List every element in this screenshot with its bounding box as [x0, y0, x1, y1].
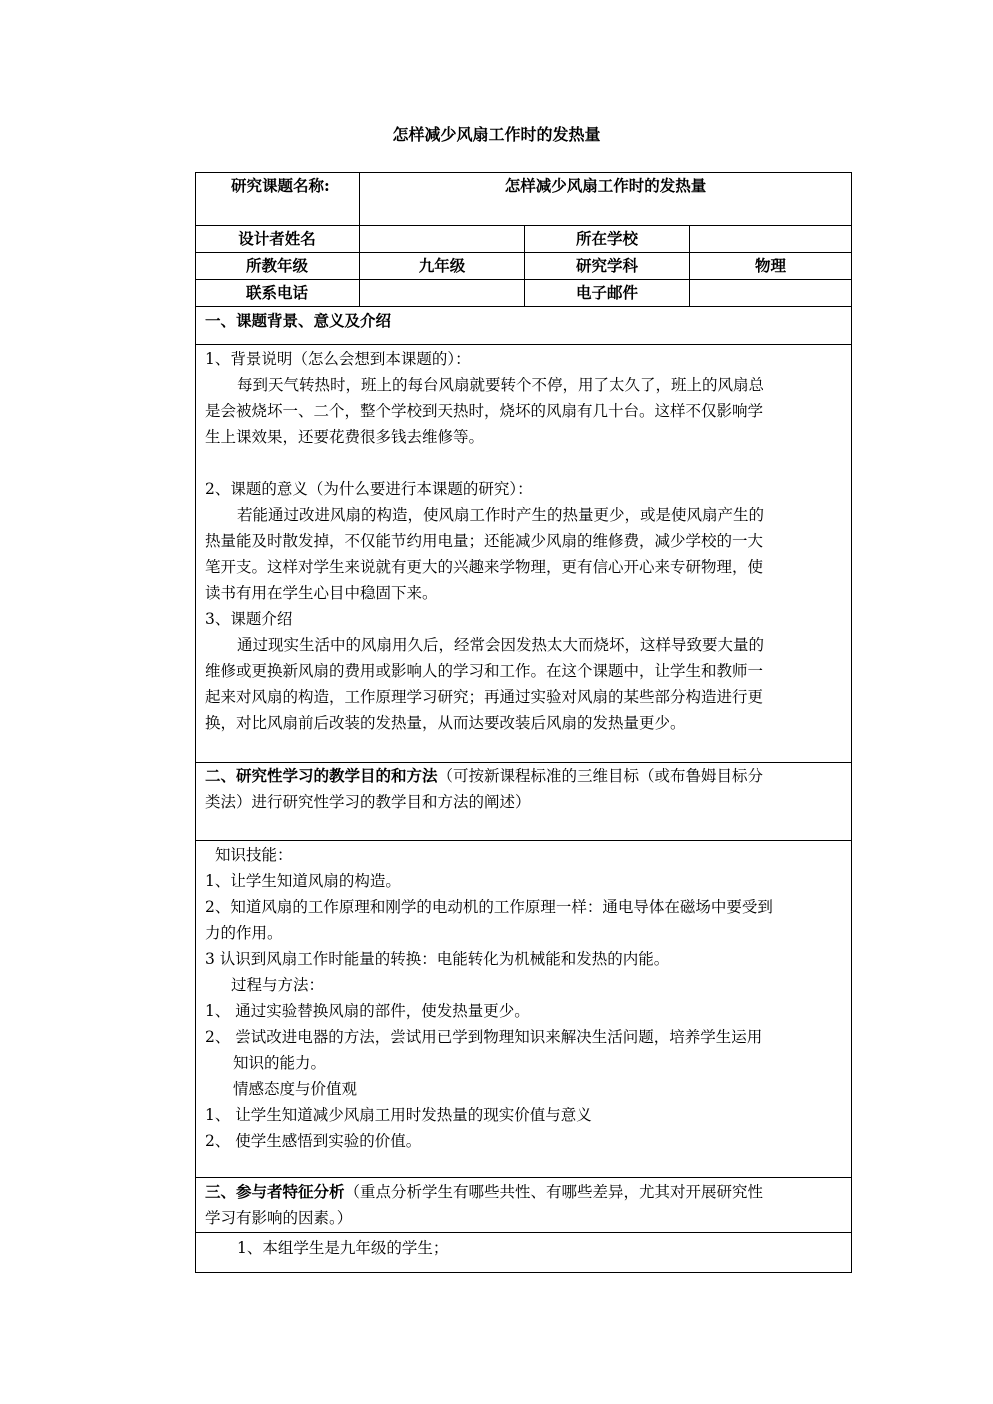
section3-body [205, 1235, 845, 1261]
section1-line: 每到天气转热时，班上的每台风扇就要转个不停，用了太久了，班上的风扇总 [237, 376, 765, 394]
section2-line: 2、 使学生感悟到实验的价值。 [205, 1132, 422, 1150]
section1-line: 通过现实生活中的风扇用久后，经常会因发热太大而烧坏，这样导致要大量的 [237, 636, 765, 654]
section2-line: 知识的能力。 [233, 1054, 327, 1072]
section2-line: 1、 让学生知道减少风扇工用时发热量的现实价值与意义 [205, 1106, 592, 1124]
school-label: 所在学校 [575, 229, 638, 248]
section2-line: 知识技能： [215, 846, 293, 864]
document-title: 怎样减少风扇工作时的发热量 [392, 125, 601, 144]
section1-line: 笔开支。这样对学生来说就有更大的兴趣来学物理，更有信心开心来专研物理，使 [205, 558, 764, 576]
section2-line: 2、知道风扇的工作原理和刚学的电动机的工作原理一样：通电导体在磁场中要受到 [205, 898, 773, 916]
section1-line: 热量能及时散发掉，不仅能节约用电量；还能减少风扇的维修费，减少学校的一大 [205, 532, 764, 550]
section1-line: 2、课题的意义（为什么要进行本课题的研究）： [205, 480, 533, 498]
section1-line: 生上课效果，还要花费很多钱去维修等。 [205, 428, 485, 446]
phone-label: 联系电话 [245, 283, 308, 302]
subject-label: 研究学科 [575, 256, 638, 275]
designer-label: 设计者姓名 [238, 229, 316, 248]
section1-body [205, 346, 845, 736]
section3-heading [205, 1179, 845, 1231]
topic-label: 研究课题名称: [231, 176, 330, 195]
section1-line: 维修或更换新风扇的费用或影响人的学习和工作。在这个课题中，让学生和教师一 [205, 662, 764, 680]
section2-line: 1、让学生知道风扇的构造。 [205, 872, 401, 890]
grade-value: 九年级 [418, 256, 466, 275]
section1-line: 3、课题介绍 [205, 610, 293, 628]
section3-line: 1、本组学生是九年级的学生； [237, 1239, 449, 1257]
section1-line: 读书有用在学生心目中稳固下来。 [205, 584, 438, 602]
topic-value: 怎样减少风扇工作时的发热量 [504, 176, 707, 195]
section2-heading-note: （可按新课程标准的三维目标（或布鲁姆目标分 [437, 767, 764, 785]
section2-line: 过程与方法： [231, 976, 325, 994]
section2-line: 3 认识到风扇工作时能量的转换：电能转化为机械能和发热的内能。 [205, 950, 670, 968]
section1-line: 是会被烧坏一、二个，整个学校到天热时，烧坏的风扇有几十台。这样不仅影响学 [205, 402, 764, 420]
section1-line [205, 450, 845, 476]
section2-heading [205, 763, 845, 815]
section1-line: 1、背景说明（怎么会想到本课题的）： [205, 350, 471, 368]
section2-line: 2、 尝试改进电器的方法，尝试用已学到物理知识来解决生活问题，培养学生运用 [205, 1028, 763, 1046]
section1-line: 若能通过改进风扇的构造，使风扇工作时产生的热量更少，或是使风扇产生的 [237, 506, 765, 524]
section2-line: 情感态度与价值观 [233, 1080, 358, 1098]
email-label: 电子邮件 [575, 283, 638, 302]
section2-line: 1、 通过实验替换风扇的部件，使发热量更少。 [205, 1002, 530, 1020]
section3-heading-note: （重点分析学生有哪些共性、有哪些差异，尤其对开展研究性 [344, 1183, 764, 1201]
section2-heading-note-cont: 类法）进行研究性学习的教学目和方法的阐述） [205, 793, 531, 811]
section2-body [205, 842, 845, 1154]
section1-heading: 一、课题背景、意义及介绍 [205, 311, 392, 330]
subject-value: 物理 [754, 256, 786, 275]
lesson-plan-table [195, 172, 852, 1273]
section2-heading-bold: 二、研究性学习的教学目的和方法 [205, 766, 438, 785]
section3-heading-note-cont: 学习有影响的因素。） [205, 1209, 353, 1227]
section1-line: 换，对比风扇前后改装的发热量，从而达要改装后风扇的发热量更少。 [205, 714, 686, 732]
grade-label: 所教年级 [245, 256, 308, 275]
section1-line: 起来对风扇的构造，工作原理学习研究；再通过实验对风扇的某些部分构造进行更 [205, 688, 764, 706]
section2-line: 力的作用。 [205, 924, 283, 942]
section3-heading-bold: 三、参与者特征分析 [205, 1182, 345, 1201]
